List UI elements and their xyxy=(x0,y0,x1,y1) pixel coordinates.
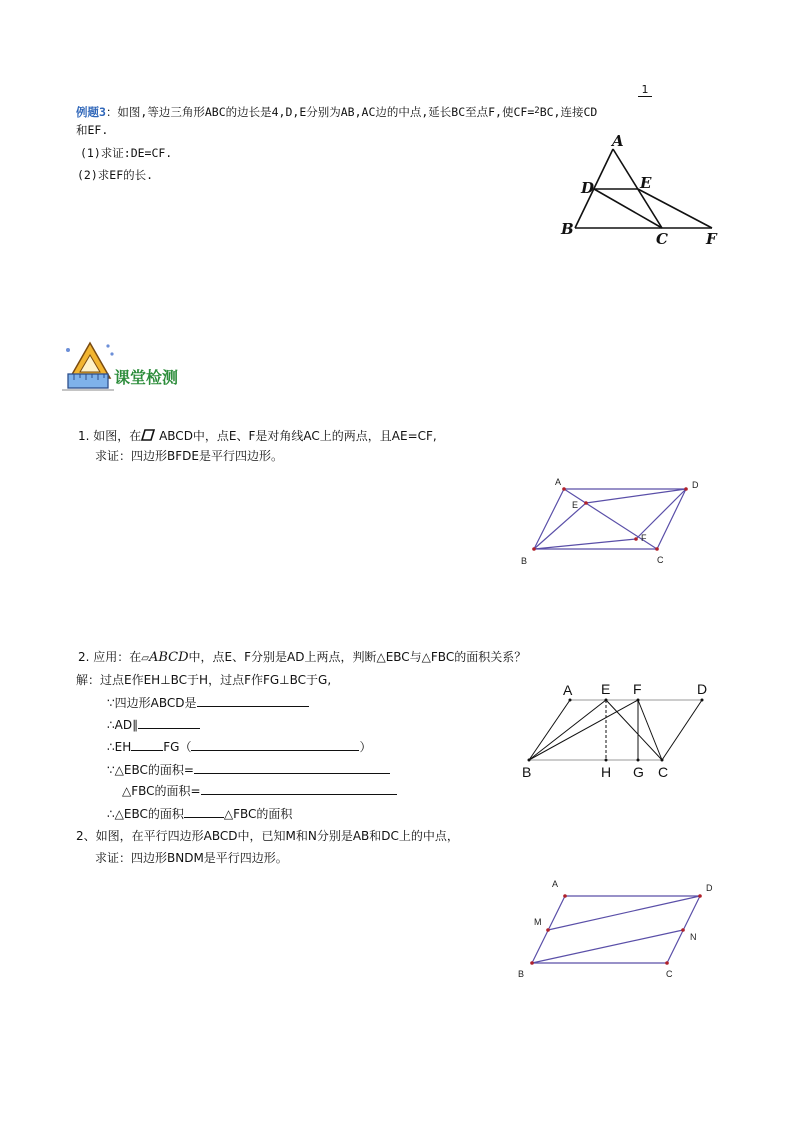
q3-label-a: A xyxy=(552,879,559,889)
q2-step4 xyxy=(107,761,390,778)
q1-line1-start: 1. 如图，在 xyxy=(78,429,142,443)
q2-label-c: C xyxy=(658,764,669,780)
example3-line2: 和EF. xyxy=(76,123,109,137)
answer-blank-7[interactable] xyxy=(184,805,224,818)
q3-label-d: D xyxy=(706,883,713,893)
q1-label-e: E xyxy=(572,500,579,510)
q2-math-abcd: ABCD xyxy=(148,650,189,665)
q2-step3-text-b: FG（ xyxy=(163,740,192,754)
q2-step6-text-a: ∴△EBC的面积 xyxy=(107,807,184,821)
q2-label-e: E xyxy=(601,681,611,697)
example3-question-2: (2)求EF的长. xyxy=(77,168,154,182)
answer-blank-1[interactable] xyxy=(197,694,309,707)
q2-label-f: F xyxy=(633,681,642,697)
q2-step3-text-c: ） xyxy=(359,740,372,754)
q1-label-c: C xyxy=(657,555,664,565)
example3-question-1: (1)求证:DE=CF. xyxy=(80,146,173,160)
triangle-label-a: A xyxy=(612,132,624,150)
q1-line1-end: ABCD中，点E、F是对角线AC上的两点，且AE=CF, xyxy=(155,429,437,443)
parallelogram-symbol: ▱ xyxy=(141,653,149,664)
q2-line1 xyxy=(78,649,526,667)
q1-label-d: D xyxy=(692,480,699,490)
triangle-label-b: B xyxy=(561,220,574,238)
q2-label-g: G xyxy=(633,764,644,780)
q3-line2: 求证：四边形BNDM是平行四边形。 xyxy=(95,851,288,865)
q2-line1-end: 中，点E、F分别是AD上两点，判断△EBC与△FBC的面积关系？ xyxy=(188,650,527,664)
q1-label-b: B xyxy=(521,556,528,566)
q2-step5-text: △FBC的面积= xyxy=(122,784,201,798)
triangle-label-e: E xyxy=(640,174,652,192)
q2-step1-text: ∵四边形ABCD是 xyxy=(107,696,197,710)
fraction-denominator: 2 xyxy=(534,106,540,116)
example3-line1 xyxy=(76,103,597,120)
q3-label-b: B xyxy=(518,969,525,979)
q2-step2 xyxy=(107,716,200,733)
q3-line1: 2、如图，在平行四边形ABCD中，已知M和N分别是AB和DC上的中点， xyxy=(76,829,459,843)
answer-blank-2[interactable] xyxy=(138,716,200,729)
triangle-label-f: F xyxy=(706,230,717,248)
q2-step6 xyxy=(107,805,292,822)
example3-text: ：如图,等边三角形ABC的边长是4,D,E分别为AB,AC边的中点,延长BC至点F,使CF= xyxy=(105,105,535,119)
q1-label-a: A xyxy=(555,477,562,487)
q2-step4-text: ∵△EBC的面积= xyxy=(107,763,194,777)
q3-label-m: M xyxy=(534,917,542,927)
q3-label-c: C xyxy=(666,969,673,979)
triangle-label-d: D xyxy=(581,179,595,197)
example3-tag: 例题3 xyxy=(76,105,106,119)
q1-label-f: F xyxy=(641,533,647,543)
q2-step3-text-a: ∴EH xyxy=(107,740,132,754)
fraction-half xyxy=(638,84,652,98)
q2-label-a: A xyxy=(563,682,573,698)
q2-label-d: D xyxy=(697,681,708,697)
q2-step1 xyxy=(107,694,309,711)
q2-step2-text: ∴AD∥ xyxy=(107,718,139,732)
q2-step3 xyxy=(107,738,371,755)
q2-label-h: H xyxy=(601,764,612,780)
q3-label-n: N xyxy=(690,932,697,942)
q1-line2: 求证：四边形BFDE是平行四边形。 xyxy=(95,449,283,463)
fraction-numerator: 1 xyxy=(641,83,649,96)
answer-blank-4[interactable] xyxy=(191,738,359,751)
q2-label-b: B xyxy=(522,764,532,780)
triangle-label-c: C xyxy=(656,230,668,248)
answer-blank-3[interactable] xyxy=(131,738,163,751)
q2-step5 xyxy=(122,782,397,799)
q1-line1 xyxy=(78,428,437,444)
parallelogram-icon xyxy=(141,429,155,441)
answer-blank-6[interactable] xyxy=(201,782,397,795)
example3-text-end: BC,连接CD xyxy=(539,105,598,119)
q2-line2: 解：过点E作EH⊥BC于H，过点F作FG⊥BC于G, xyxy=(76,673,332,687)
answer-blank-5[interactable] xyxy=(194,761,390,774)
section-title: 课堂检测 xyxy=(114,368,179,387)
q2-line1-start: 2. 应用：在 xyxy=(78,650,142,664)
q2-step6-text-b: △FBC的面积 xyxy=(223,807,293,821)
